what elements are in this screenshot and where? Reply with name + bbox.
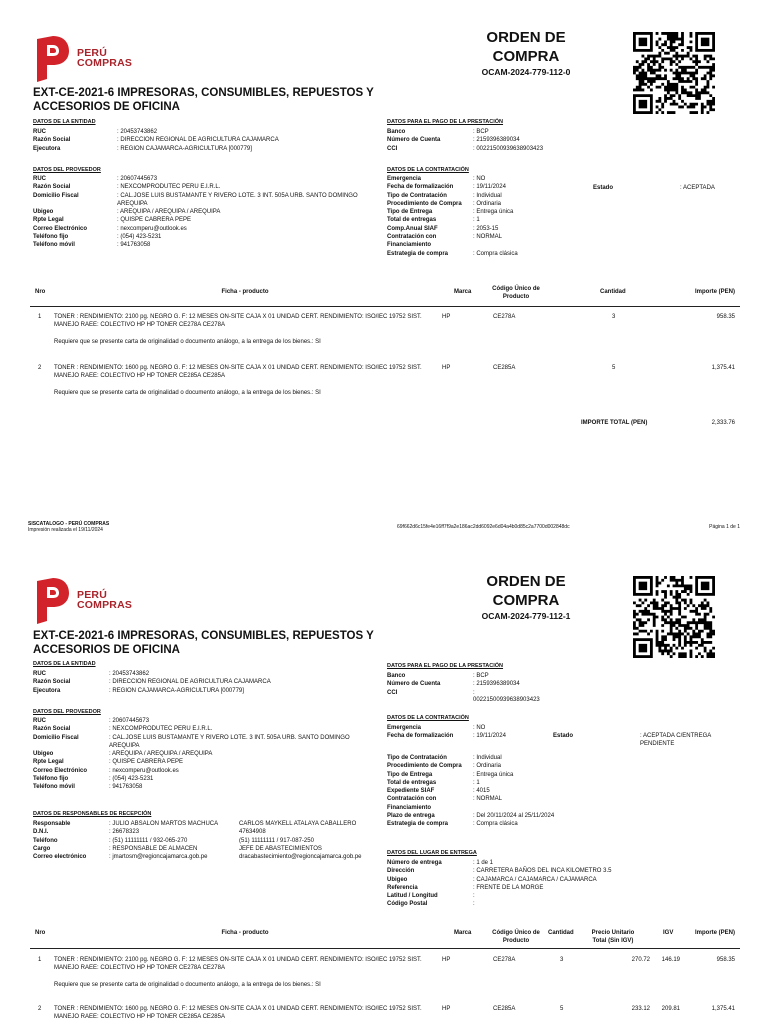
info-label: Correo Electrónico	[33, 767, 88, 774]
order-title: ORDEN DE COMPRA OCAM-2024-779-112-1	[446, 572, 606, 622]
info-value: : Individual	[473, 755, 502, 761]
info-value: : BCP	[473, 129, 489, 135]
row-nro: 2	[38, 1006, 42, 1012]
reception-info	[33, 820, 383, 861]
info-label: Tipo de Contratación	[387, 755, 447, 761]
row-quantity: 5	[560, 1006, 564, 1012]
info-label: Correo Electrónico	[33, 225, 88, 232]
info-label: Total de entregas	[387, 217, 437, 224]
info-row	[387, 867, 687, 875]
provider-section-heading: DATOS DEL PROVEEDOR	[33, 709, 101, 715]
info-value: : Compra clásica	[473, 821, 518, 828]
info-value: : Del 20/11/2024 al 25/11/2024	[473, 813, 555, 820]
info-row	[33, 767, 373, 775]
info-row	[33, 853, 383, 861]
row-quantity: 3	[612, 314, 616, 320]
info-label: Teléfono móvil	[33, 784, 75, 791]
info-row	[33, 175, 373, 183]
row-nro: 1	[38, 957, 42, 963]
info-row	[387, 787, 607, 795]
info-label: Tipo de Contratación	[387, 192, 447, 199]
info-value: : CAL.JOSE LUIS BUSTAMANTE Y RIVERO LOTE. 3 INT. 505A URB. SANTO DOMINGO AREQUIPA	[109, 734, 350, 749]
info-value: : Compra clásica	[473, 250, 518, 257]
info-value: : 20607445673	[109, 718, 150, 724]
catalog-title: EXT-CE-2021-6 IMPRESORAS, CONSUMIBLES, REPUESTOS Y ACCESORIOS DE OFICINA	[33, 630, 374, 656]
row-code: CE278A	[493, 957, 516, 963]
info-label: Contratación con Financiamiento	[387, 234, 437, 249]
info-value: : 941763058	[117, 242, 151, 249]
col-header-codigo: Código Único de Producto	[492, 286, 540, 300]
info-row	[33, 775, 373, 783]
info-value: :	[473, 689, 475, 696]
total-value: 2,333.76	[711, 420, 735, 426]
peru-compras-logo-icon	[33, 33, 73, 83]
info-row	[387, 680, 727, 688]
info-row	[33, 750, 373, 758]
row-description: TONER : RENDIMIENTO: 2100 pg. NEGRO G. F: 12 MESES ON-SITE CAJA X 01 UNIDAD CERT. RENDIMIENTO: ISO/IEC 19752 SIST. MANEJO RAEE: COLECTIVO HP HP TONER CE278A CE278A	[54, 314, 422, 328]
peru-compras-logo	[33, 574, 143, 626]
info-value: : 2053-15	[473, 225, 499, 232]
row-brand: HP	[442, 957, 451, 963]
info-value: : Ordinaria	[473, 763, 502, 770]
row-quantity: 3	[560, 957, 564, 963]
provider-info	[33, 175, 373, 250]
order-title: ORDEN DE COMPRA OCAM-2024-779-112-0	[446, 28, 606, 78]
row-description: TONER : RENDIMIENTO: 1600 pg. NEGRO G. F: 12 MESES ON-SITE CAJA X 01 UNIDAD CERT. RENDIMIENTO: ISO/IEC 19752 SIST. MANEJO RAEE: COLECTIVO HP HP TONER CE285A CE285A	[54, 1006, 422, 1020]
info-label: Teléfono	[33, 837, 58, 844]
cci-value: 00221500939638903423	[473, 697, 540, 703]
info-label: Emergencia	[387, 725, 422, 731]
info-value: : DIRECCION REGIONAL DE AGRICULTURA CAJAMARCA	[117, 137, 279, 144]
contract-section-heading: DATOS DE LA CONTRATACIÓN	[387, 715, 469, 721]
qr-code-image	[633, 576, 715, 658]
info-row	[387, 732, 535, 740]
info-label: Tipo de Entrega	[387, 209, 433, 216]
info-label: Banco	[387, 673, 406, 679]
info-value-secondary: 47634908	[239, 829, 266, 836]
col-header-precio: Precio Unitario Total (Sin IGV)	[591, 930, 635, 944]
info-label: Teléfono fijo	[33, 776, 69, 783]
row-unit-price: 233.12	[631, 1006, 650, 1012]
footer-system-name: SISCATALOGO - PERÚ COMPRAS	[28, 521, 110, 527]
info-label: Número de Cuenta	[387, 137, 441, 144]
col-header-cantidad: Cantidad	[600, 289, 626, 295]
entity-info	[33, 128, 373, 153]
info-label: Total de entregas	[387, 779, 437, 786]
info-value: : 1	[473, 217, 480, 224]
status-label: Estado	[553, 733, 574, 739]
info-row	[387, 136, 727, 144]
info-label: Número de Cuenta	[387, 681, 441, 688]
info-label: Estrategia de compra	[387, 250, 449, 257]
brand-name: PERÚ COMPRAS	[77, 46, 133, 69]
info-value: : FRENTE DE LA MORGE	[473, 884, 544, 891]
order-number: OCAM-2024-779-112-0	[481, 67, 571, 77]
info-label: Razón Social	[33, 679, 71, 686]
col-header-marca: Marca	[454, 930, 472, 936]
info-row	[387, 225, 535, 233]
info-row	[33, 837, 383, 845]
row-brand: HP	[442, 314, 451, 320]
row-amount: 958.35	[716, 957, 735, 963]
col-header-igv: IGV	[663, 930, 674, 936]
info-value: : REGION CAJAMARCA-AGRICULTURA [000779]	[117, 145, 252, 152]
info-row	[33, 725, 373, 733]
info-value: : BCP	[473, 673, 489, 679]
entity-section-heading: DATOS DE LA ENTIDAD	[33, 119, 96, 125]
row-nro: 2	[38, 365, 42, 371]
info-value: : AREQUIPA / AREQUIPA / AREQUIPA	[117, 209, 221, 216]
info-value: : 1	[473, 779, 480, 786]
info-label: Fecha de formalización	[387, 733, 454, 740]
info-label: Ubigeo	[33, 751, 54, 758]
col-header-cantidad: Cantidad	[548, 930, 574, 936]
footer-print-date: Impresión realizada el 19/11/2024	[28, 527, 103, 533]
info-label: Razón Social	[33, 726, 71, 733]
contract-info	[387, 724, 535, 741]
info-label: Referencia	[387, 884, 418, 891]
info-value: : 19/11/2024	[473, 184, 506, 191]
info-row	[33, 233, 373, 241]
info-value: : DIRECCION REGIONAL DE AGRICULTURA CAJAMARCA	[109, 679, 271, 686]
info-value: :	[473, 893, 475, 900]
info-value: : CARRETERA BAÑOS DEL INCA KILOMETRO 3.5	[473, 868, 612, 875]
info-label: Ubigeo	[33, 209, 54, 216]
info-row	[33, 845, 383, 853]
col-header-nro: Nro	[35, 289, 46, 295]
row-amount: 1,375.41	[711, 1006, 735, 1012]
info-row	[387, 771, 607, 779]
col-header-codigo: Código Único de Producto	[492, 930, 540, 944]
info-label: Dirección	[387, 868, 415, 875]
info-label: Rpte Legal	[33, 217, 64, 224]
info-row	[33, 128, 373, 136]
info-value: : Ordinaria	[473, 200, 502, 207]
payment-section-heading: DATOS PARA EL PAGO DE LA PRESTACIÓN	[387, 663, 504, 669]
info-value: : NO	[473, 725, 486, 731]
info-value: : 19/11/2024	[473, 733, 506, 740]
info-label: Domicilio Fiscal	[33, 192, 79, 199]
info-row	[33, 216, 373, 224]
info-value-secondary: dracabastecimiento@regioncajamarca.gob.pe	[239, 854, 362, 861]
info-value: : JULIO ABSALON MARTOS MACHUCA	[109, 821, 219, 827]
info-label: Correo electrónico	[33, 854, 87, 861]
info-row	[387, 250, 535, 258]
payment-info	[387, 128, 727, 153]
info-value: : 941763058	[109, 784, 143, 791]
info-label: Domicilio Fiscal	[33, 734, 79, 741]
row-igv: 209.81	[661, 1006, 680, 1012]
entity-info	[33, 670, 373, 695]
footer-hash: 69f662d6c15fe4e16ff7f9a2e186ac2dd6092e6d04a4b0d85c2a7700d002848dc	[397, 524, 570, 530]
info-row	[33, 828, 383, 836]
row-code: CE285A	[493, 365, 516, 371]
info-value: : 20607445673	[117, 176, 158, 182]
info-row	[33, 208, 373, 216]
info-row	[33, 670, 373, 678]
info-row	[33, 678, 373, 686]
info-value: : REGION CAJAMARCA-AGRICULTURA [000779]	[109, 687, 244, 694]
info-row	[387, 192, 535, 200]
row-igv: 146.19	[661, 957, 680, 963]
row-note: Requiere que se presente carta de originalidad o documento análogo, a la entrega de los bienes.: SI	[54, 982, 321, 988]
info-value: : RESPONSABLE DE ALMACEN	[109, 845, 198, 852]
catalog-title: EXT-CE-2021-6 IMPRESORAS, CONSUMIBLES, REPUESTOS Y ACCESORIOS DE OFICINA	[33, 87, 374, 113]
info-row	[387, 128, 727, 136]
info-label: RUC	[33, 718, 46, 724]
brand-name: PERÚ COMPRAS	[77, 588, 133, 611]
row-note: Requiere que se presente carta de originalidad o documento análogo, a la entrega de los bienes.: SI	[54, 390, 321, 396]
row-quantity: 5	[612, 365, 616, 371]
info-row	[387, 820, 607, 828]
row-amount: 958.35	[716, 314, 735, 320]
info-value: : 4015	[473, 788, 490, 795]
info-row	[387, 762, 607, 770]
info-value: : nexcomperu@outlook.es	[117, 225, 187, 232]
info-label: CCI	[387, 689, 398, 696]
info-label: Procedimiento de Compra	[387, 200, 462, 207]
info-label: Tipo de Entrega	[387, 771, 433, 778]
col-header-ficha: Ficha - producto	[221, 289, 269, 295]
info-label: Comp.Anual SIAF	[387, 225, 438, 232]
row-note: Requiere que se presente carta de originalidad o documento análogo, a la entrega de los bienes.: SI	[54, 339, 321, 345]
delivery-info	[387, 859, 687, 909]
info-label: RUC	[33, 129, 46, 135]
info-value: : NORMAL	[473, 234, 503, 241]
page-footer	[28, 521, 109, 533]
info-row	[387, 216, 535, 224]
info-label: Procedimiento de Compra	[387, 763, 462, 770]
row-unit-price: 270.72	[631, 957, 650, 963]
info-row	[33, 734, 373, 751]
info-label: Ejecutora	[33, 145, 61, 152]
info-value: : NO	[473, 176, 486, 182]
info-label: Expediente SIAF	[387, 788, 435, 795]
info-label: Ubigeo	[387, 876, 408, 883]
col-header-ficha: Ficha - producto	[221, 930, 269, 936]
delivery-section-heading: DATOS DEL LUGAR DE ENTREGA	[387, 850, 477, 856]
info-label: Razón Social	[33, 137, 71, 144]
info-label: Ejecutora	[33, 687, 61, 694]
info-row	[387, 812, 607, 820]
info-row	[387, 900, 687, 908]
info-row	[387, 754, 607, 762]
info-row	[33, 225, 373, 233]
col-header-importe: Importe (PEN)	[694, 930, 735, 936]
info-label: D.N.I.	[33, 829, 49, 836]
info-value-secondary: JEFE DE ABASTECIMIENTOS	[239, 845, 322, 852]
info-row	[33, 241, 373, 249]
info-value: : (51) 11111111 / 932-065-270	[109, 837, 188, 844]
table-divider	[30, 306, 740, 307]
info-row	[387, 145, 727, 153]
row-amount: 1,375.41	[711, 365, 735, 371]
payment-info	[387, 672, 727, 697]
info-value: : Entrega única	[473, 771, 514, 778]
info-label: Estrategia de compra	[387, 821, 449, 828]
reception-section-heading: DATOS DE RESPONSABLES DE RECEPCIÓN	[33, 811, 152, 817]
info-value: : QUISPE CABRERA PEPE	[109, 759, 184, 766]
info-row	[387, 876, 687, 884]
row-nro: 1	[38, 314, 42, 320]
info-row	[33, 192, 373, 209]
status-label: Estado	[593, 185, 614, 191]
info-row	[33, 145, 373, 153]
status-value: : ACEPTADA C/ENTREGA PENDIENTE	[640, 733, 711, 747]
info-label: Plazo de entrega	[387, 813, 435, 820]
info-value: : (054) 423-5231	[117, 234, 162, 241]
info-value: : nexcomperu@outlook.es	[109, 767, 179, 774]
info-row	[387, 892, 687, 900]
order-page-2	[0, 560, 768, 1024]
info-label: Emergencia	[387, 176, 422, 182]
peru-compras-logo-icon	[33, 575, 73, 625]
info-label: Teléfono móvil	[33, 242, 75, 249]
info-value: : Individual	[473, 192, 502, 199]
info-label: Razón Social	[33, 184, 71, 191]
info-label: Rpte Legal	[33, 759, 64, 766]
row-code: CE285A	[493, 1006, 516, 1012]
peru-compras-logo	[33, 32, 143, 84]
info-row	[387, 884, 687, 892]
info-row	[33, 758, 373, 766]
info-value: : 20453743862	[117, 129, 158, 135]
info-row	[387, 779, 607, 787]
info-label: Fecha de formalización	[387, 184, 454, 191]
table-divider	[30, 948, 740, 949]
info-row	[387, 208, 535, 216]
info-label: Banco	[387, 129, 406, 135]
info-label: Responsable	[33, 821, 71, 827]
info-value: : Entrega única	[473, 209, 514, 216]
info-label: Contratación con Financiamiento	[387, 796, 437, 811]
info-row	[387, 183, 535, 191]
qr-code-image	[633, 32, 715, 114]
info-label: RUC	[33, 671, 46, 677]
col-header-nro: Nro	[35, 930, 46, 936]
info-row	[33, 687, 373, 695]
info-value: : 2159396389034	[473, 137, 520, 144]
info-value: : 20453743862	[109, 671, 150, 677]
order-number: OCAM-2024-779-112-1	[481, 611, 571, 621]
status-value: : ACEPTADA	[680, 185, 715, 191]
row-code: CE278A	[493, 314, 516, 320]
info-label: Código Postal	[387, 901, 428, 908]
provider-section-heading: DATOS DEL PROVEEDOR	[33, 167, 101, 173]
info-row	[33, 136, 373, 144]
info-value: : 00221500939638903423	[473, 145, 544, 152]
contract-info	[387, 175, 535, 258]
entity-section-heading: DATOS DE LA ENTIDAD	[33, 661, 96, 667]
info-value: :	[473, 901, 475, 908]
row-description: TONER : RENDIMIENTO: 1600 pg. NEGRO G. F: 12 MESES ON-SITE CAJA X 01 UNIDAD CERT. RENDIMIENTO: ISO/IEC 19752 SIST. MANEJO RAEE: COLECTIVO HP HP TONER CE285A CE285A	[54, 365, 422, 379]
info-value: : 26678323	[109, 829, 140, 836]
info-label: Cargo	[33, 845, 51, 852]
contract-info-details	[387, 754, 607, 829]
row-brand: HP	[442, 365, 451, 371]
info-value-secondary: CARLOS MAYKELL ATALAYA CABALLERO	[239, 821, 357, 827]
row-brand: HP	[442, 1006, 451, 1012]
info-row	[33, 183, 373, 191]
info-value: : NORMAL	[473, 796, 503, 803]
info-value: : QUISPE CABRERA PEPE	[117, 217, 192, 224]
info-row	[387, 200, 535, 208]
provider-info	[33, 717, 373, 792]
info-value: : CAJAMARCA / CAJAMARCA / CAJAMARCA	[473, 876, 597, 883]
info-label: Teléfono fijo	[33, 234, 69, 241]
footer-page-number: Página 1 de 1	[709, 524, 740, 530]
row-description: TONER : RENDIMIENTO: 2100 pg. NEGRO G. F: 12 MESES ON-SITE CAJA X 01 UNIDAD CERT. RENDIMIENTO: ISO/IEC 19752 SIST. MANEJO RAEE: COLECTIVO HP HP TONER CE278A CE278A	[54, 957, 422, 971]
info-value: : NEXCOMPRODUTEC PERU E.I.R.L.	[117, 184, 221, 191]
info-value: : NEXCOMPRODUTEC PERU E.I.R.L.	[109, 726, 213, 733]
info-label: CCI	[387, 145, 398, 152]
info-label: Número de entrega	[387, 860, 442, 866]
info-row	[387, 689, 727, 697]
payment-section-heading: DATOS PARA EL PAGO DE LA PRESTACIÓN	[387, 119, 504, 125]
info-row	[33, 717, 373, 725]
info-value: : CAL.JOSE LUIS BUSTAMANTE Y RIVERO LOTE. 3 INT. 505A URB. SANTO DOMINGO AREQUIPA	[117, 192, 358, 207]
info-row	[387, 724, 535, 732]
info-label: Latitud / Longitud	[387, 893, 438, 900]
info-value: : 1 de 1	[473, 860, 494, 866]
info-row	[387, 175, 535, 183]
col-header-marca: Marca	[454, 289, 472, 295]
info-value: : AREQUIPA / AREQUIPA / AREQUIPA	[109, 751, 213, 758]
info-row	[387, 233, 535, 250]
info-value: : (054) 423-5231	[109, 776, 154, 783]
info-value-secondary: (51) 11111111 / 917-087-250	[239, 837, 314, 844]
info-value: : 2159396389034	[473, 681, 520, 688]
info-label: RUC	[33, 176, 46, 182]
contract-section-heading: DATOS DE LA CONTRATACIÓN	[387, 167, 469, 173]
info-value: : jmartosm@regioncajamarca.gob.pe	[109, 854, 208, 861]
info-row	[387, 672, 727, 680]
info-row	[387, 795, 607, 812]
total-label: IMPORTE TOTAL (PEN)	[581, 420, 648, 426]
col-header-importe: Importe (PEN)	[694, 289, 735, 295]
info-row	[33, 783, 373, 791]
info-row	[33, 820, 383, 828]
info-row	[387, 859, 687, 867]
